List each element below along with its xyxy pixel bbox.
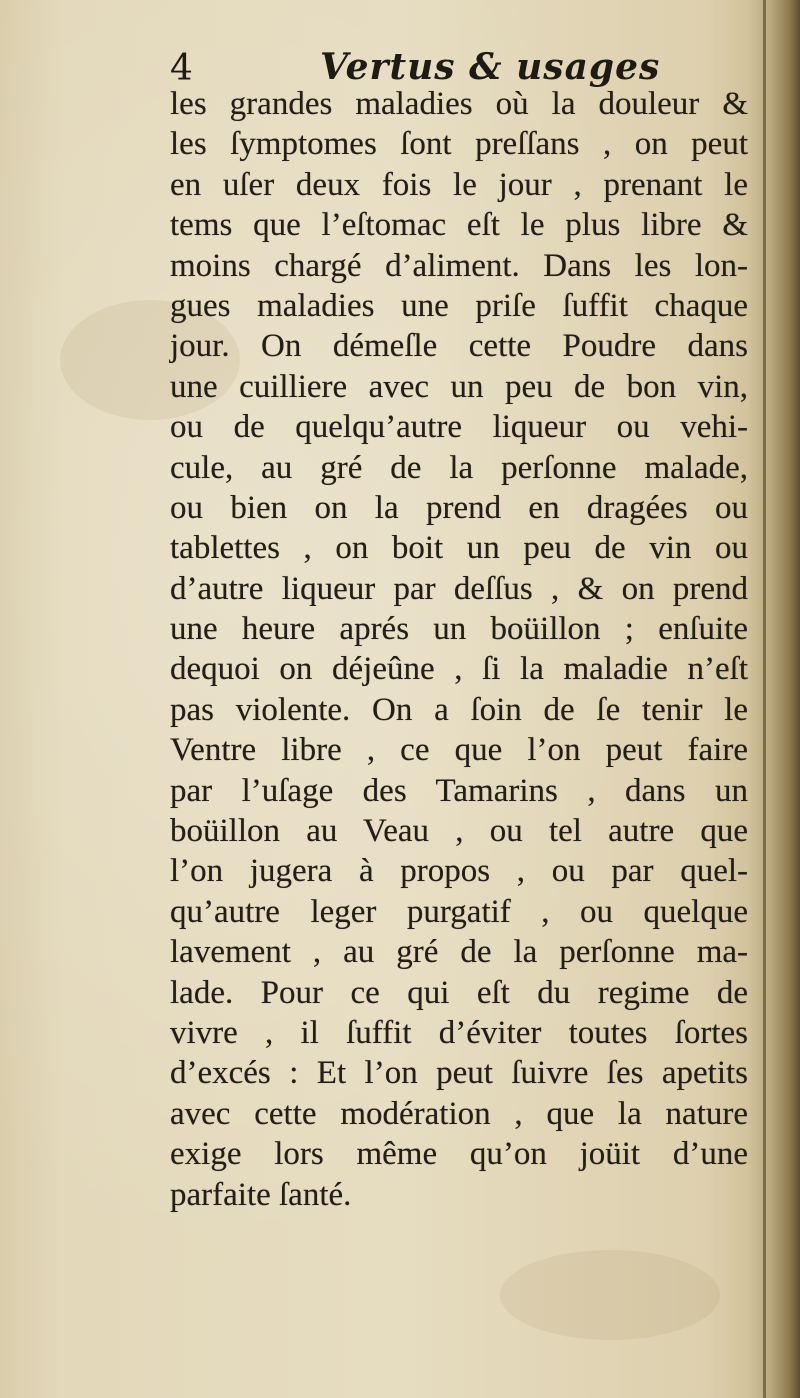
text-line: jour. On démeſle cette Poudre dans bbox=[170, 328, 748, 365]
text-line: pas violente. On a ſoin de ſe tenir le bbox=[170, 691, 748, 728]
text-line: une heure aprés un boüillon ; enſuite bbox=[170, 611, 748, 648]
text-line: une cuilliere avec un peu de bon vin, bbox=[170, 368, 748, 405]
text-line: lade. Pour ce qui eſt du regime de bbox=[170, 974, 748, 1011]
text-line: ou de quelqu’autre liqueur ou vehi- bbox=[170, 409, 748, 446]
text-line: qu’autre leger purgatif , ou quelque bbox=[170, 893, 748, 930]
text-line: par l’uſage des Tamarins , dans un bbox=[170, 772, 748, 809]
text-line: avec cette modération , que la nature bbox=[170, 1095, 748, 1132]
text-line: tems que l’eſtomac eſt le plus libre & bbox=[170, 207, 748, 244]
text-line: boüillon au Veau , ou tel autre que bbox=[170, 813, 748, 850]
text-line: l’on jugera à propos , ou par quel- bbox=[170, 853, 748, 890]
body-text bbox=[170, 84, 748, 1215]
text-line: les grandes maladies où la douleur & bbox=[170, 86, 748, 122]
running-title: Vertus & usages bbox=[320, 46, 661, 88]
text-line: d’excés : Et l’on peut ſuivre ſes apetits bbox=[170, 1055, 748, 1092]
text-line: gues maladies une priſe ſuffit chaque bbox=[170, 287, 748, 324]
text-line: parfaite ſanté. bbox=[170, 1176, 352, 1213]
text-line: tablettes , on boit un peu de vin ou bbox=[170, 530, 748, 567]
text-line: moins chargé d’aliment. Dans les lon- bbox=[170, 247, 748, 284]
text-line: cule, au gré de la perſonne malade, bbox=[170, 449, 748, 486]
text-line: ou bien on la prend en dragées ou bbox=[170, 489, 748, 526]
text-line: exige lors même qu’on joüit d’une bbox=[170, 1136, 748, 1173]
paper-stain bbox=[500, 1250, 720, 1340]
page-number: 4 bbox=[170, 48, 193, 89]
book-spine-shadow bbox=[748, 0, 800, 1398]
text-line: dequoi on déjeûne , ſi la maladie n’eſt bbox=[170, 651, 748, 688]
text-line: en uſer deux fois le jour , prenant le bbox=[170, 166, 748, 203]
text-line: d’autre liqueur par deſſus , & on prend bbox=[170, 570, 748, 607]
text-line: Ventre libre , ce que l’on peut faire bbox=[170, 732, 748, 769]
text-line: lavement , au gré de la perſonne ma- bbox=[170, 934, 748, 971]
page-edge bbox=[763, 0, 766, 1398]
text-line: les ſymptomes ſont preſſans , on peut bbox=[170, 126, 748, 163]
text-line: vivre , il ſuffit d’éviter toutes ſortes bbox=[170, 1014, 748, 1051]
